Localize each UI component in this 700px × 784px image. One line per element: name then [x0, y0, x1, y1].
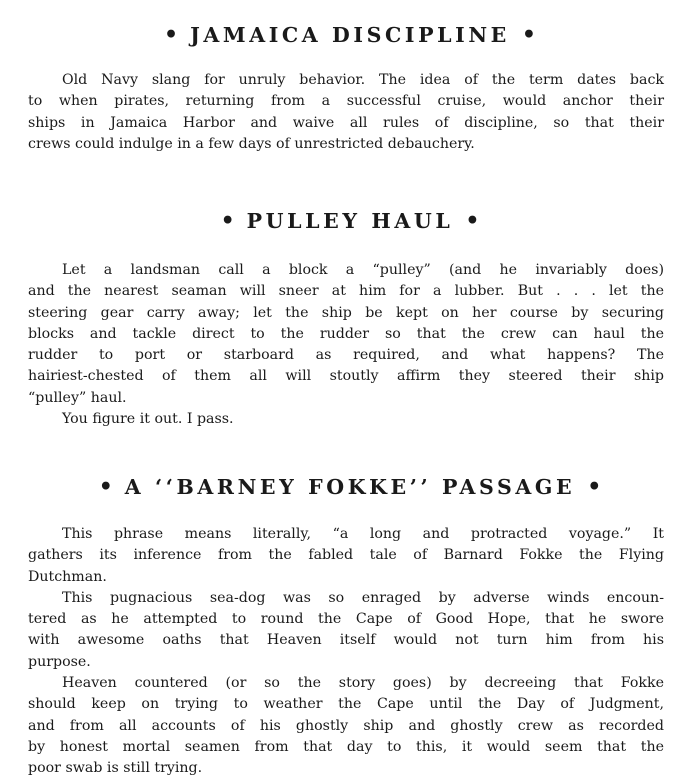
text-line: Heaven countered (or so the story goes) by decreeing that Fokke: [62, 675, 664, 692]
bullet-ornament: •: [587, 474, 602, 500]
bullet-ornament: •: [220, 208, 235, 234]
text-line: poor swab is still trying.: [28, 760, 203, 777]
text-line: This phrase means literally, “a long and protracted voyage.” It: [62, 526, 664, 542]
section-body-pulley-haul: [28, 260, 664, 430]
text-line: Let a landsman call a block a “pulley” (and he invariably does): [62, 262, 664, 278]
bullet-ornament: •: [98, 474, 113, 500]
bullet-ornament: •: [465, 208, 480, 234]
text-line: blocks and tackle direct to the rudder so that the crew can haul the: [28, 325, 664, 342]
text-line: and the nearest seaman will sneer at him for a lubber. But . . . let the: [28, 283, 664, 300]
text-line: “pulley” haul.: [28, 389, 127, 406]
text-line: rudder to port or starboard as required, and what happens? The: [28, 347, 664, 364]
text-line: and from all accounts of his ghostly ship and ghostly crew as recorded: [28, 717, 664, 734]
text-line: ships in Jamaica Harbor and waive all rules of discipline, so that their: [28, 114, 664, 131]
section-heading-jamaica-discipline: [0, 23, 700, 47]
text-line: with awesome oaths that Heaven itself would not turn him from his: [28, 632, 664, 649]
text-line: This pugnacious sea-dog was so enraged by adverse winds encoun-: [62, 589, 664, 606]
text-line: steering gear carry away; let the ship be kept on her course by securing: [28, 304, 664, 321]
text-line: purpose.: [28, 653, 91, 670]
bullet-ornament: •: [521, 22, 536, 48]
text-line: to when pirates, returning from a successful cruise, would anchor their: [28, 93, 664, 110]
text-line: should keep on trying to weather the Cape until the Day of Judgment,: [28, 696, 664, 713]
text-line: crews could indulge in a few days of unrestricted debauchery.: [28, 135, 475, 152]
heading-text: A ‘‘BARNEY FOKKE’’ PASSAGE: [124, 475, 576, 499]
text-line: gathers its inference from the fabled tale of Barnard Fokke the Flying: [28, 547, 664, 564]
bullet-ornament: •: [164, 22, 179, 48]
section-heading-barney-fokke-passage: [0, 475, 700, 499]
text-line: You figure it out. I pass.: [62, 411, 234, 428]
text-line: by honest mortal seamen from that day to this, it would seem that the: [28, 738, 664, 755]
section-heading-pulley-haul: [0, 209, 700, 233]
text-line: Dutchman.: [28, 568, 107, 585]
section-body-jamaica-discipline: [28, 70, 664, 155]
section-body-barney-fokke-passage: [28, 524, 664, 780]
text-line: Old Navy slang for unruly behavior. The idea of the term dates back: [62, 72, 664, 88]
heading-text: PULLEY HAUL: [246, 209, 454, 233]
text-line: hairiest-chested of them all will stoutly affirm they steered their ship: [28, 368, 664, 385]
text-line: tered as he attempted to round the Cape of Good Hope, that he swore: [28, 611, 664, 628]
heading-text: JAMAICA DISCIPLINE: [190, 23, 510, 47]
